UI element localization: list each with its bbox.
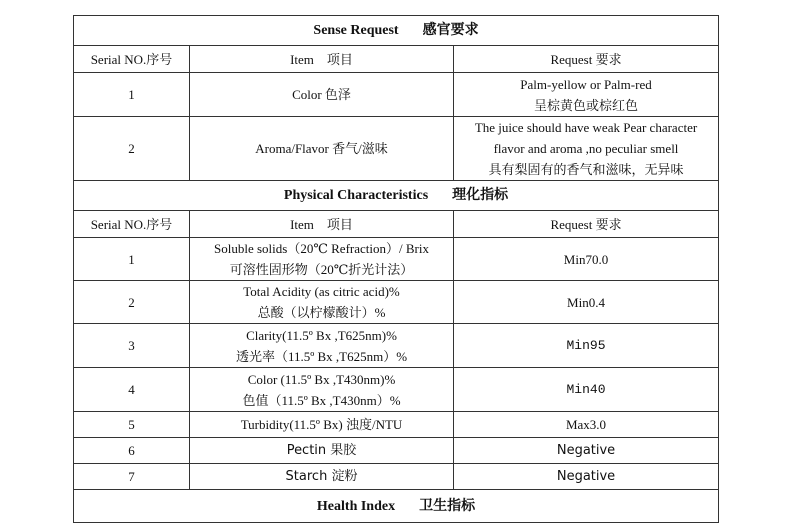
serial-cell: 1 bbox=[74, 73, 190, 117]
request-cell: Min40 bbox=[454, 368, 719, 412]
request-cell bbox=[454, 73, 719, 117]
section-title-en: Sense Request bbox=[313, 23, 399, 38]
serial-cell: 4 bbox=[74, 368, 190, 412]
serial-cell: 1 bbox=[74, 238, 190, 281]
header-serial: Serial NO.序号 bbox=[74, 46, 190, 73]
table-row bbox=[74, 73, 719, 117]
table-row bbox=[74, 281, 719, 324]
item-cell: Color 色泽 bbox=[190, 73, 454, 117]
table-row bbox=[74, 238, 719, 281]
section-row-health bbox=[74, 490, 719, 523]
table-row bbox=[74, 438, 719, 464]
request-line: Palm-yellow or Palm-red bbox=[520, 76, 652, 92]
header-request: Request 要求 bbox=[454, 46, 719, 73]
serial-cell: 5 bbox=[74, 412, 190, 438]
header-request: Request 要求 bbox=[454, 211, 719, 238]
section-title-cn: 理化指标 bbox=[452, 188, 509, 203]
item-line: 色值（11.5º Bx ,T430nm）% bbox=[242, 392, 401, 408]
header-serial: Serial NO.序号 bbox=[74, 211, 190, 238]
item-cell: Aroma/Flavor 香气/滋味 bbox=[190, 117, 454, 181]
header-row bbox=[74, 46, 719, 73]
request-cell: Negative bbox=[454, 438, 719, 464]
section-row-sense bbox=[74, 16, 719, 46]
serial-cell: 2 bbox=[74, 117, 190, 181]
item-line: 总酸（以柠檬酸计）% bbox=[257, 305, 386, 320]
request-line: 具有梨固有的香气和滋味，无异味 bbox=[488, 162, 684, 177]
serial-cell: 3 bbox=[74, 324, 190, 368]
table-row bbox=[74, 368, 719, 412]
header-row bbox=[74, 211, 719, 238]
item-line: Total Acidity (as citric acid)% bbox=[243, 284, 400, 299]
item-cell bbox=[190, 238, 454, 281]
item-line: Clarity(11.5º Bx ,T625nm)% bbox=[246, 327, 397, 343]
request-cell bbox=[454, 117, 719, 181]
section-title-en: Health Index bbox=[316, 498, 396, 514]
table-row bbox=[74, 117, 719, 181]
header-item: Item 项目 bbox=[190, 46, 454, 73]
item-cell: Starch 淀粉 bbox=[190, 464, 454, 490]
item-cell bbox=[190, 281, 454, 324]
item-line: Soluble solids（20℃ Refraction）/ Brix bbox=[214, 241, 429, 256]
section-row-physical bbox=[74, 181, 719, 211]
item-line: 透光率（11.5º Bx ,T625nm）% bbox=[235, 348, 408, 364]
item-line: 可溶性固形物（20℃折光计法） bbox=[229, 262, 414, 277]
item-cell bbox=[190, 368, 454, 412]
serial-cell: 7 bbox=[74, 464, 190, 490]
table-row bbox=[74, 464, 719, 490]
request-line: flavor and aroma ,no peculiar smell bbox=[493, 141, 679, 156]
table-row bbox=[74, 412, 719, 438]
request-cell: Min0.4 bbox=[454, 281, 719, 324]
request-cell: Max3.0 bbox=[454, 412, 719, 438]
section-title-cn: 卫生指标 bbox=[419, 498, 476, 514]
section-title-physical bbox=[74, 181, 719, 211]
table-row bbox=[74, 324, 719, 368]
request-line: The juice should have weak Pear character bbox=[474, 120, 698, 135]
item-cell bbox=[190, 324, 454, 368]
request-cell: Min70.0 bbox=[454, 238, 719, 281]
section-title-en: Physical Characteristics bbox=[283, 188, 429, 203]
section-title-sense bbox=[74, 16, 719, 46]
serial-cell: 2 bbox=[74, 281, 190, 324]
item-line: Color (11.5º Bx ,T430nm)% bbox=[247, 371, 396, 387]
header-item: Item 项目 bbox=[190, 211, 454, 238]
item-cell: Turbidity(11.5º Bx) 浊度/NTU bbox=[190, 412, 454, 438]
serial-cell: 6 bbox=[74, 438, 190, 464]
item-cell: Pectin 果胶 bbox=[190, 438, 454, 464]
request-line: 呈棕黄色或棕红色 bbox=[534, 97, 639, 113]
section-title-health bbox=[74, 490, 719, 523]
spec-table bbox=[73, 15, 719, 523]
request-cell: Negative bbox=[454, 464, 719, 490]
section-title-cn: 感官要求 bbox=[422, 23, 479, 38]
request-cell: Min95 bbox=[454, 324, 719, 368]
